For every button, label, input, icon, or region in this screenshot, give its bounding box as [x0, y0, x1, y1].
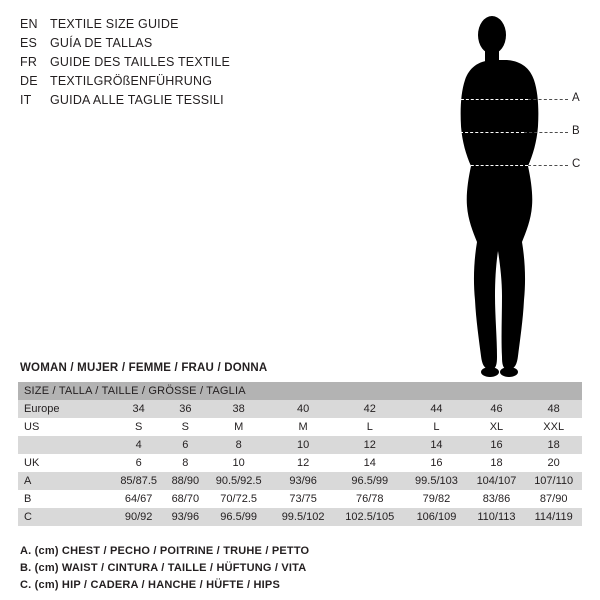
cell: 110/113: [468, 508, 526, 526]
table-row: [18, 490, 582, 508]
title-lang-en: EN: [20, 17, 38, 31]
cell: 40: [272, 400, 334, 418]
cell: 83/86: [468, 490, 526, 508]
footnote-c: C. (cm) HIP / CADERA / HANCHE / HÜFTE / HIPS: [20, 579, 280, 591]
title-text-fr: GUIDE DES TAILLES TEXTILE: [50, 55, 231, 69]
cell: 107/110: [525, 472, 582, 490]
footnotes: [20, 543, 580, 594]
title-text-en: TEXTILE SIZE GUIDE: [50, 17, 179, 31]
cell: S: [165, 418, 205, 436]
female-silhouette-icon: [430, 8, 560, 378]
table-row: [18, 508, 582, 526]
title-lang-es: ES: [20, 36, 38, 50]
row-label-us: US: [18, 418, 112, 436]
table-header-row: [18, 382, 582, 400]
table-row: [18, 418, 582, 436]
cell: XXL: [525, 418, 582, 436]
title-text-it: GUIDA ALLE TAGLIE TESSILI: [50, 93, 224, 107]
measure-label-b: B: [572, 125, 580, 137]
title-row-es: [20, 34, 320, 53]
row-label-a: A: [18, 472, 112, 490]
body-figure: [420, 8, 595, 378]
cell: 64/67: [112, 490, 165, 508]
row-label-b: B: [18, 490, 112, 508]
size-table: [18, 382, 582, 526]
cell: 8: [165, 454, 205, 472]
cell: 73/75: [272, 490, 334, 508]
cell: 18: [468, 454, 526, 472]
cell: 96.5/99: [205, 508, 272, 526]
cell: 48: [525, 400, 582, 418]
cell: XL: [468, 418, 526, 436]
table-row: [18, 436, 582, 454]
cell: 99.5/102: [272, 508, 334, 526]
cell: 36: [165, 400, 205, 418]
measure-line-b-outer: [524, 132, 568, 133]
title-lang-it: IT: [20, 93, 32, 107]
cell: 88/90: [165, 472, 205, 490]
measure-line-c-inner: [456, 165, 528, 166]
section-heading-woman: WOMAN / MUJER / FEMME / FRAU / DONNA: [20, 362, 268, 374]
cell: 18: [525, 436, 582, 454]
row-label-europe: Europe: [18, 400, 112, 418]
cell: 38: [205, 400, 272, 418]
cell: 16: [468, 436, 526, 454]
cell: 4: [112, 436, 165, 454]
cell: 76/78: [334, 490, 405, 508]
cell: 104/107: [468, 472, 526, 490]
cell: 42: [334, 400, 405, 418]
title-row-en: [20, 15, 320, 34]
cell: 106/109: [405, 508, 467, 526]
cell: 10: [205, 454, 272, 472]
cell: 44: [405, 400, 467, 418]
cell: 102.5/105: [334, 508, 405, 526]
cell: 6: [112, 454, 165, 472]
cell: L: [405, 418, 467, 436]
cell: 90.5/92.5: [205, 472, 272, 490]
cell: 16: [405, 454, 467, 472]
cell: L: [334, 418, 405, 436]
cell: 10: [272, 436, 334, 454]
title-text-de: TEXTILGRÖßENFÜHRUNG: [50, 74, 213, 88]
cell: S: [112, 418, 165, 436]
table-header-label: SIZE / TALLA / TAILLE / GRÖSSE / TAGLIA: [18, 382, 582, 400]
cell: 99.5/103: [405, 472, 467, 490]
cell: 6: [165, 436, 205, 454]
title-row-fr: [20, 53, 320, 72]
cell: 12: [272, 454, 334, 472]
cell: 79/82: [405, 490, 467, 508]
title-row-de: [20, 72, 320, 91]
row-label-uk: UK: [18, 454, 112, 472]
cell: 14: [334, 454, 405, 472]
measure-label-a: A: [572, 92, 580, 104]
row-label-c: C: [18, 508, 112, 526]
cell: 46: [468, 400, 526, 418]
table-row: [18, 472, 582, 490]
measure-label-c: C: [572, 158, 581, 170]
language-titles: [20, 15, 320, 110]
measure-line-b-inner: [460, 132, 524, 133]
cell: 114/119: [525, 508, 582, 526]
row-label-us-numeric: [18, 436, 112, 454]
cell: 8: [205, 436, 272, 454]
cell: 12: [334, 436, 405, 454]
cell: 20: [525, 454, 582, 472]
footnote-b: B. (cm) WAIST / CINTURA / TAILLE / HÜFTUNG / VITA: [20, 562, 307, 574]
cell: 68/70: [165, 490, 205, 508]
cell: M: [205, 418, 272, 436]
cell: 34: [112, 400, 165, 418]
table-row: [18, 454, 582, 472]
title-lang-fr: FR: [20, 55, 38, 69]
cell: 93/96: [272, 472, 334, 490]
cell: 90/92: [112, 508, 165, 526]
measure-line-a-outer: [528, 99, 568, 100]
measure-line-c-outer: [528, 165, 568, 166]
cell: 93/96: [165, 508, 205, 526]
cell: 70/72.5: [205, 490, 272, 508]
title-lang-de: DE: [20, 74, 38, 88]
footnote-a: A. (cm) CHEST / PECHO / POITRINE / TRUHE / PETTO: [20, 545, 310, 557]
title-row-it: [20, 91, 320, 110]
title-text-es: GUÍA DE TALLAS: [50, 36, 153, 50]
cell: 14: [405, 436, 467, 454]
measure-line-a-inner: [456, 99, 528, 100]
cell: 87/90: [525, 490, 582, 508]
cell: 85/87.5: [112, 472, 165, 490]
table-row: [18, 400, 582, 418]
cell: 96.5/99: [334, 472, 405, 490]
cell: M: [272, 418, 334, 436]
